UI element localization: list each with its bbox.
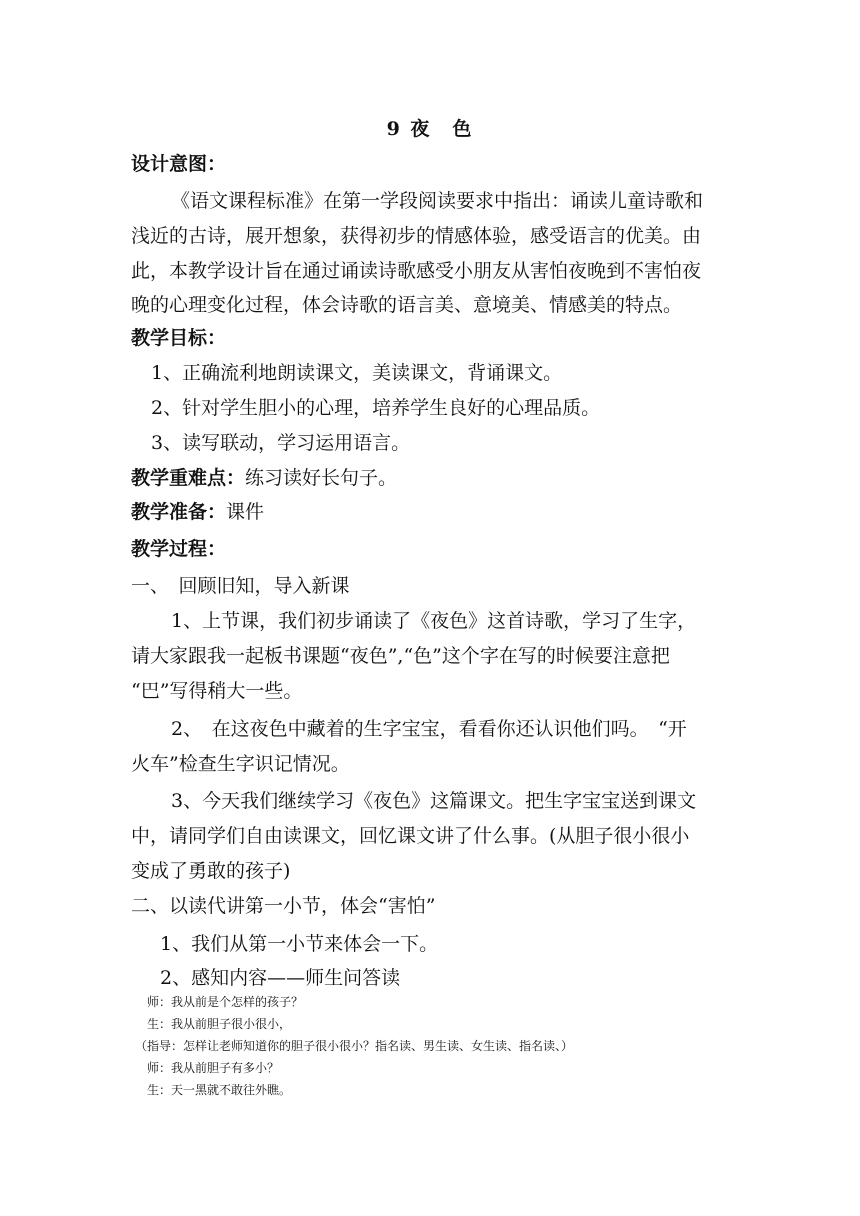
section-1-item-2-line-1: 2、 在这夜色中藏着的生字宝宝，看看你还认识他们吗。 “开	[171, 718, 687, 740]
section-1-item-3-line-3: 变成了勇敢的孩子)	[131, 860, 291, 882]
design-paragraph-line-4: 晚的心理变化过程，体会诗歌的语言美、意境美、情感美的特点。	[131, 294, 683, 316]
design-paragraph-line-2: 浅近的古诗，展开想象，获得初步的情感体验，感受语言的优美。由	[131, 225, 702, 247]
dialogue-line-1: 师：我从前是个怎样的孩子？	[147, 995, 304, 1009]
section-1-item-3-line-1: 3、今天我们继续学习《夜色》这篇课文。把生字宝宝送到课文	[171, 790, 697, 812]
section-1-item-1-line-3: “巴”写得稍大一些。	[131, 680, 303, 702]
design-paragraph-line-1: 《语文课程标准》在第一学段阅读要求中指出：诵读儿童诗歌和	[171, 190, 704, 212]
key-points-label: 教学重难点：	[131, 467, 246, 489]
dialogue-line-2: 生：我从前胆子很小很小，	[147, 1017, 292, 1031]
section-1-heading: 一、 回顾旧知，导入新课	[131, 575, 350, 597]
goals-heading: 教学目标：	[131, 327, 227, 349]
section-2-item-2: 2、感知内容——师生问答读	[160, 967, 401, 989]
preparation-text: 课件	[226, 501, 265, 523]
dialogue-line-4: 师：我从前胆子有多小？	[147, 1061, 280, 1075]
dialogue-line-3: （指导：怎样让老师知道你的胆子很小很小？指名读、男生读、女生读、指名读、）	[135, 1039, 574, 1053]
preparation-label: 教学准备：	[131, 501, 227, 523]
goal-item-3: 3、读写联动，学习运用语言。	[151, 432, 411, 454]
preparation-line	[131, 497, 264, 524]
design-paragraph-line-3: 此，本教学设计旨在通过诵读诗歌感受小朋友从害怕夜晚到不害怕夜	[131, 260, 702, 282]
key-points-line	[131, 463, 397, 490]
lesson-title: 9 夜 色	[386, 118, 474, 140]
process-heading: 教学过程：	[131, 538, 227, 560]
key-points-text: 练习读好长句子。	[245, 467, 398, 489]
design-heading: 设计意图：	[131, 153, 227, 175]
goal-item-1: 1、正确流利地朗读课文，美读课文，背诵课文。	[151, 362, 563, 384]
section-1-item-1-line-1: 1、上节课，我们初步诵读了《夜色》这首诗歌，学习了生字，	[171, 610, 697, 632]
section-2-heading: 二、以读代讲第一小节，体会“害怕”	[131, 895, 436, 917]
section-2-item-1: 1、我们从第一小节来体会一下。	[160, 933, 439, 955]
section-1-item-2-line-2: 火车”检查生字识记情况。	[131, 753, 350, 775]
goal-item-2: 2、针对学生胆小的心理，培养学生良好的心理品质。	[151, 397, 601, 419]
dialogue-line-5: 生：天一黑就不敢往外瞧。	[147, 1083, 292, 1097]
section-1-item-1-line-2: 请大家跟我一起板书课题“夜色”,“色”这个字在写的时候要注意把	[131, 645, 670, 667]
section-1-item-3-line-2: 中，请同学们自由读课文，回忆课文讲了什么事。(从胆子很小很小	[131, 825, 690, 847]
